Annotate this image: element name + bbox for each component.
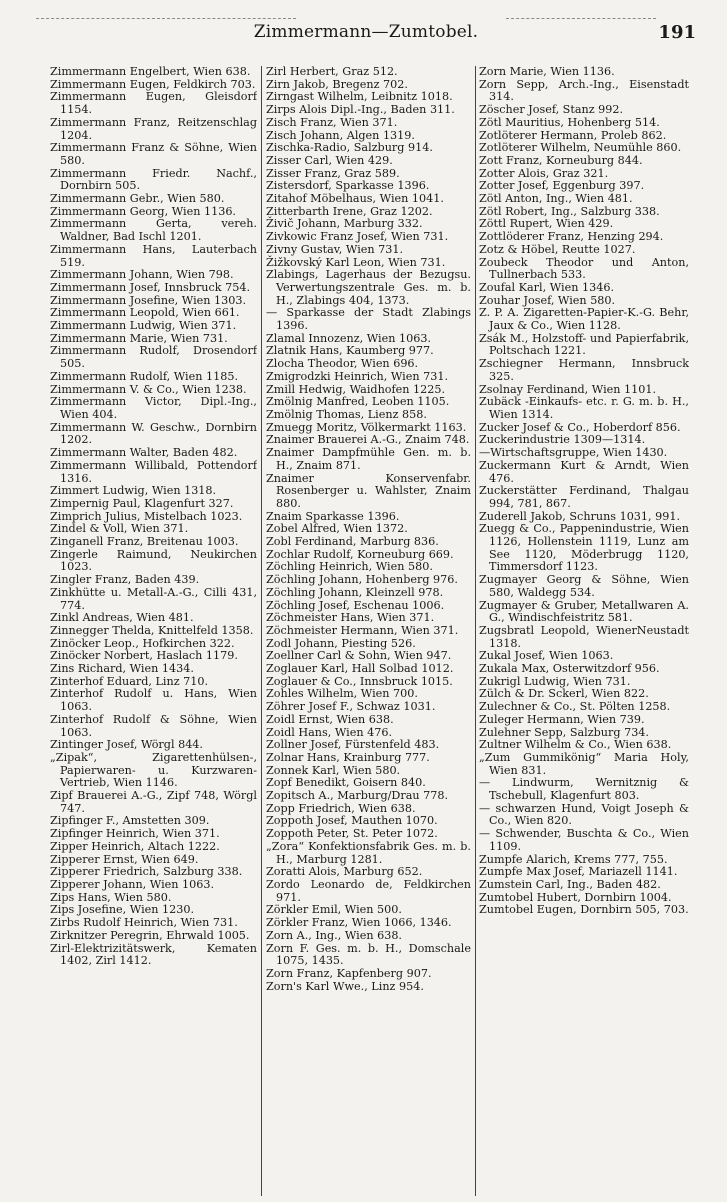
directory-entry: Zsák M., Holzstoff- und Papierfabrik, Poltschach 1221. <box>479 331 689 358</box>
directory-entry: Zimmermann Victor, Dipl.-Ing., Wien 404. <box>50 395 257 421</box>
directory-entry: Zipf Brauerei A.-G., Zipf 748, Wörgl 747. <box>50 789 257 815</box>
directory-entry: Zodl Johann, Piesting 526. <box>266 636 416 650</box>
directory-entry: Zopitsch A., Marburg/Drau 778. <box>266 789 449 803</box>
directory-entry: Zuderell Jakob, Schruns 1031, 991. <box>479 509 681 523</box>
directory-entry: Zivny Gustav, Wien 731. <box>266 242 404 256</box>
directory-entry: Zisch Johann, Algen 1319. <box>266 128 415 142</box>
directory-entry: Zoidl Ernst, Wien 638. <box>266 712 394 726</box>
directory-entry: Zotter Alois, Graz 321. <box>479 166 609 180</box>
directory-entry: Žižkovský Karl Leon, Wien 731. <box>266 255 446 269</box>
directory-entry: Zirl-Elektrizitätswerk, Kematen 1402, Zirl 1412. <box>50 941 257 968</box>
directory-entry: Zirps Alois Dipl.-Ing., Baden 311. <box>266 103 455 117</box>
directory-entry: Zukal Josef, Wien 1063. <box>479 649 614 663</box>
directory-entry: Zimmermann Friedr. Nachf., Dornbirn 505. <box>50 166 257 193</box>
directory-entry: Zulechner & Co., St. Pölten 1258. <box>479 700 671 714</box>
directory-entry: Zuckerstätter Ferdinand, Thalgau 994, 781, 867. <box>479 484 689 510</box>
directory-entry: Zumstein Carl, Ing., Baden 482. <box>479 878 661 891</box>
directory-entry: Zimmermann Josefine, Wien 1303. <box>50 293 247 307</box>
directory-entry: Zorn Sepp, Arch.-Ing., Eisenstadt 314. <box>479 77 689 104</box>
directory-entry: Zuckermann Kurt & Arndt, Wien 476. <box>479 458 689 485</box>
directory-entry: Zumpfe Alarich, Krems 777, 755. <box>479 852 668 866</box>
directory-entry: Zöhrer Josef F., Schwaz 1031. <box>266 700 436 714</box>
directory-entry: Zimmermann Willibald, Pottendorf 1316. <box>50 458 257 485</box>
directory-entry: Zobel Alfred, Wien 1372. <box>266 522 408 536</box>
directory-entry: Zultner Wilhelm & Co., Wien 638. <box>479 738 672 752</box>
directory-entry: Zimmermann Johann, Wien 798. <box>50 268 234 282</box>
directory-entry: Zoufal Karl, Wien 1346. <box>479 280 615 294</box>
directory-entry: Zipfinger F., Amstetten 309. <box>50 814 210 828</box>
directory-entry: Zirknitzer Peregrin, Ehrwald 1005. <box>50 928 250 942</box>
directory-entry: Zmuegg Moritz, Völkermarkt 1163. <box>266 420 467 434</box>
directory-entry: Zotter Josef, Eggenburg 397. <box>479 179 645 193</box>
directory-entry: Zivkowic Franz Josef, Wien 731. <box>266 230 449 244</box>
directory-entry: Zlatnik Hans, Kaumberg 977. <box>266 344 434 358</box>
directory-entry: Zötl Anton, Ing., Wien 481. <box>479 192 633 206</box>
directory-entry: Zinöcker Norbert, Haslach 1179. <box>50 649 238 663</box>
directory-entry: Zoubeck Theodor und Anton, Tullnerbach 533. <box>479 255 689 282</box>
directory-entry: Zöchling Johann, Hohenberg 976. <box>266 573 458 587</box>
directory-entry: Zöchling Josef, Eschenau 1006. <box>266 598 445 612</box>
directory-entry: Zopp Friedrich, Wien 638. <box>266 801 416 815</box>
directory-entry: Zisser Carl, Wien 429. <box>266 153 393 167</box>
directory-entry: Zouhar Josef, Wien 580. <box>479 293 616 307</box>
directory-entry: Zinöcker Leop., Hofkirchen 322. <box>50 636 235 650</box>
directory-entry: Zolnar Hans, Krainburg 777. <box>266 750 430 764</box>
directory-entry: Zimmermann Georg, Wien 1136. <box>50 204 236 218</box>
directory-entry: Zott Franz, Korneuburg 844. <box>479 153 643 167</box>
directory-entry: Zmölnig Thomas, Lienz 858. <box>266 407 427 421</box>
directory-entry: Zugmayer Georg & Söhne, Wien 580, Waldegg 534. <box>479 573 689 599</box>
directory-entry: Zips Josefine, Wien 1230. <box>50 903 195 917</box>
directory-entry: Zoglauer & Co., Innsbruck 1015. <box>266 674 453 688</box>
directory-entry: Zugmayer & Gruber, Metallwaren A. G., Windischfeistritz 581. <box>479 598 689 625</box>
directory-entry: Zukrigl Ludwig, Wien 731. <box>479 674 631 688</box>
directory-entry: Zuegg & Co., Pappenindustrie, Wien 1126, Hollenstein 1119, Lunz am See 1120, Möderbrugg 1120, Timmersdorf 1123. <box>479 522 689 574</box>
directory-entry: Zitahof Möbelhaus, Wien 1041. <box>266 192 444 206</box>
directory-entry: Zinkl Andreas, Wien 481. <box>50 611 194 625</box>
page-number: 191 <box>658 22 696 43</box>
directory-entry: Zorn Franz, Kapfenberg 907. <box>266 966 432 980</box>
directory-entry: Zumpfe Max Josef, Mariazell 1141. <box>479 865 678 879</box>
directory-entry: Zülch & Dr. Sckerl, Wien 822. <box>479 687 649 701</box>
directory-entry: Zochlar Rudolf, Korneuburg 669. <box>266 547 454 561</box>
directory-entry: Zingler Franz, Baden 439. <box>50 573 200 587</box>
directory-entry: Zoglauer Karl, Hall Solbad 1012. <box>266 662 454 676</box>
directory-entry: „Zum Gummikönig“ Maria Holy, Wien 831. <box>479 750 689 777</box>
directory-entry: Zottlöderer Franz, Henzing 294. <box>479 230 664 244</box>
directory-column-2 <box>266 66 471 1196</box>
header-rule-left <box>36 18 296 19</box>
directory-entry: Zimmermann Eugen, Feldkirch 703. <box>50 77 256 91</box>
header-rule-right <box>506 18 656 19</box>
directory-entry: Zohles Wilhelm, Wien 700. <box>266 687 418 701</box>
directory-entry: Zulehner Sepp, Salzburg 734. <box>479 725 649 739</box>
directory-entry: Zipperer Ernst, Wien 649. <box>50 852 199 866</box>
directory-entry: Zötl Robert, Ing., Salzburg 338. <box>479 204 660 218</box>
directory-entry: Zöscher Josef, Stanz 992. <box>479 103 624 117</box>
directory-entry: Zoratti Alois, Marburg 652. <box>266 865 423 879</box>
directory-entry: Zimmermann Franz & Söhne, Wien 580. <box>50 141 257 167</box>
directory-entry: Zordo Leonardo de, Feldkirchen 971. <box>266 878 471 904</box>
directory-entry: Zinganell Franz, Breitenau 1003. <box>50 535 239 549</box>
directory-entry: Zitterbarth Irene, Graz 1202. <box>266 204 433 218</box>
directory-entry: „Zora“ Konfektionsfabrik Ges. m. b. H., Marburg 1281. <box>266 839 471 866</box>
directory-entry: Zöchling Heinrich, Wien 580. <box>266 560 433 574</box>
directory-entry: Znaimer Brauerei A.-G., Znaim 748. <box>266 433 470 447</box>
directory-entry: Zinkhütte u. Metall-A.-G., Cilli 431, 774. <box>50 585 257 612</box>
directory-entry: Zintinger Josef, Wörgl 844. <box>50 738 203 752</box>
directory-entry: Zötl Mauritius, Hohenberg 514. <box>479 115 660 129</box>
directory-entry: Zucker Josef & Co., Hoberdorf 856. <box>479 420 681 434</box>
directory-entry: Zörkler Franz, Wien 1066, 1346. <box>266 916 452 930</box>
directory-entry: Zukala Max, Osterwitzdorf 956. <box>479 662 660 676</box>
page-header <box>36 8 696 42</box>
directory-entry: Zimmermann Gerta, vereh. Waldner, Bad Ischl 1201. <box>50 217 257 244</box>
directory-entry: Zöchling Johann, Kleinzell 978. <box>266 585 444 599</box>
directory-entry: Zlamal Innozenz, Wien 1063. <box>266 331 432 345</box>
directory-entry: Zimmermann W. Geschw., Dornbirn 1202. <box>50 420 257 447</box>
directory-entry: Zopf Benedikt, Goisern 840. <box>266 776 426 790</box>
directory-entry: Zobl Ferdinand, Marburg 836. <box>266 535 439 549</box>
directory-entry: Zorn's Karl Wwe., Linz 954. <box>266 979 424 993</box>
directory-entry: Zlocha Theodor, Wien 696. <box>266 357 419 371</box>
directory-entry: Zlabings, Lagerhaus der Bezugsu. Verwertungszentrale Ges. m. b. H., Zlabings 404, 1373. <box>266 268 471 307</box>
directory-entry: Zipfinger Heinrich, Wien 371. <box>50 827 220 841</box>
directory-entry: Zollner Josef, Fürstenfeld 483. <box>266 738 440 752</box>
directory-entry: Zipperer Friedrich, Salzburg 338. <box>50 865 243 879</box>
directory-entry: „Zipak“, Zigarettenhülsen-, Papierwaren- u. Kurzwaren-Vertrieb, Wien 1146. <box>50 750 257 790</box>
directory-entry: Zmill Hedwig, Waidhofen 1225. <box>266 382 446 396</box>
directory-entry: Zimmermann Marie, Wien 731. <box>50 331 228 345</box>
column-divider <box>261 66 262 1196</box>
directory-entry: Zirngast Wilhelm, Leibnitz 1018. <box>266 90 453 104</box>
directory-entry: Zoidl Hans, Wien 476. <box>266 725 393 739</box>
directory-entry: Znaimer Konservenfabr. Rosenberger u. Wahlster, Znaim 880. <box>266 471 471 510</box>
directory-entry: Zinterhof Eduard, Linz 710. <box>50 674 209 688</box>
directory-entry: Zirn Jakob, Bregenz 702. <box>266 77 408 91</box>
directory-column-1 <box>50 66 257 1196</box>
directory-entry: Zotlöterer Wilhelm, Neumühle 860. <box>479 141 682 155</box>
directory-entry: Zischka-Radio, Salzburg 914. <box>266 141 433 155</box>
directory-entry: Zoellner Carl & Sohn, Wien 947. <box>266 649 452 663</box>
directory-entry: Zimpernig Paul, Klagenfurt 327. <box>50 496 234 510</box>
directory-entry: Zins Richard, Wien 1434. <box>50 662 194 676</box>
directory-entry: Zimmermann Hans, Lauterbach 519. <box>50 242 257 269</box>
directory-entry: Zimmermann Franz, Reitzenschlag 1204. <box>50 115 257 142</box>
directory-entry: Zsolnay Ferdinand, Wien 1101. <box>479 382 657 396</box>
directory-entry: Zimmermann Eugen, Gleisdorf 1154. <box>50 90 257 117</box>
directory-entry: Zimmermann Engelbert, Wien 638. <box>50 66 251 78</box>
directory-entry: Zuleger Hermann, Wien 739. <box>479 712 645 726</box>
directory-entry: Živič Johann, Marburg 332. <box>266 217 423 231</box>
directory-entry: Zinnegger Thelda, Knittelfeld 1358. <box>50 623 254 637</box>
directory-entry: Zisch Franz, Wien 371. <box>266 115 398 129</box>
directory-entry: Zotlöterer Hermann, Proleb 862. <box>479 128 667 142</box>
directory-entry: Zöttl Rupert, Wien 429. <box>479 217 614 231</box>
directory-entry: — Lindwurm, Wernitznig & Tschebull, Klagenfurt 803. <box>479 776 689 803</box>
directory-entry: Zipperer Johann, Wien 1063. <box>50 878 215 891</box>
directory-entry: Zöchmeister Hans, Wien 371. <box>266 611 435 625</box>
directory-entry: Zugsbratl Leopold, WienerNeustadt 1318. <box>479 623 689 650</box>
directory-entry: Zörkler Emil, Wien 500. <box>266 903 402 917</box>
directory-entry: Zorn A., Ing., Wien 638. <box>266 928 402 942</box>
directory-entry: Zmölnig Manfred, Leoben 1105. <box>266 395 450 409</box>
directory-entry: — schwarzen Hund, Voigt Joseph & Co., Wien 820. <box>479 801 689 828</box>
directory-entry: —Wirtschaftsgruppe, Wien 1430. <box>479 446 668 460</box>
directory-entry: Zindel & Voll, Wien 371. <box>50 522 189 536</box>
directory-entry: Znaim Sparkasse 1396. <box>266 509 400 523</box>
directory-entry: Zips Hans, Wien 580. <box>50 890 172 904</box>
directory-entry: Zimmermann Leopold, Wien 661. <box>50 306 240 320</box>
directory-entry: Zumtobel Hubert, Dornbirn 1004. <box>479 890 672 904</box>
directory-entry: — Sparkasse der Stadt Zlabings 1396. <box>266 306 471 333</box>
directory-entry: Zimmermann Rudolf, Wien 1185. <box>50 369 239 383</box>
directory-entry: Zubäck -Einkaufs- etc. r. G. m. b. H., Wien 1314. <box>479 395 689 421</box>
directory-entry: Zorn F. Ges. m. b. H., Domschale 1075, 1435. <box>266 941 471 968</box>
directory-entry: Zistersdorf, Sparkasse 1396. <box>266 179 430 193</box>
directory-entry: Zotz & Höbel, Reutte 1027. <box>479 242 636 256</box>
directory-entry: Zimmert Ludwig, Wien 1318. <box>50 484 217 498</box>
directory-entry: Zoppoth Josef, Mauthen 1070. <box>266 814 438 828</box>
directory-entry: Zimmermann Walter, Baden 482. <box>50 446 238 460</box>
directory-entry: Zimmermann V. & Co., Wien 1238. <box>50 382 247 396</box>
directory-entry: Zisser Franz, Graz 589. <box>266 166 400 180</box>
directory-entry: Zonnek Karl, Wien 580. <box>266 763 401 777</box>
directory-entry: Zumtobel Eugen, Dornbirn 505, 703. <box>479 903 689 917</box>
page-title: Zimmermann—Zumtobel. <box>253 22 479 42</box>
directory-entry: Zimmermann Josef, Innsbruck 754. <box>50 280 251 294</box>
directory-entry: Zoppoth Peter, St. Peter 1072. <box>266 827 438 841</box>
column-divider <box>475 66 476 1196</box>
directory-column-3 <box>479 66 689 1196</box>
directory-entry: Zinterhof Rudolf & Söhne, Wien 1063. <box>50 712 257 739</box>
directory-entry: Zschiegner Hermann, Innsbruck 325. <box>479 357 689 383</box>
directory-entry: Zirl Herbert, Graz 512. <box>266 66 398 78</box>
directory-entry: Zimmermann Ludwig, Wien 371. <box>50 319 237 333</box>
directory-entry: Znaimer Dampfmühle Gen. m. b. H., Znaim 871. <box>266 446 471 472</box>
directory-entry: Zimmermann Gebr., Wien 580. <box>50 192 225 206</box>
directory-entry: Zöchmeister Hermann, Wien 371. <box>266 623 459 637</box>
directory-entry: Zinterhof Rudolf u. Hans, Wien 1063. <box>50 687 257 714</box>
directory-entry: Zuckerindustrie 1309—1314. <box>479 433 646 447</box>
directory-entry: Zingerle Raimund, Neukirchen 1023. <box>50 547 257 574</box>
directory-entry: — Schwender, Buschta & Co., Wien 1109. <box>479 827 689 853</box>
directory-entry: Zorn Marie, Wien 1136. <box>479 66 615 78</box>
directory-entry: Z. P. A. Zigaretten-Papier-K.-G. Behr, Jaux & Co., Wien 1128. <box>479 306 689 333</box>
directory-entry: Zmigrodzki Heinrich, Wien 731. <box>266 369 449 383</box>
directory-entry: Zimmermann Rudolf, Drosendorf 505. <box>50 344 257 371</box>
directory-entry: Zimprich Julius, Mistelbach 1023. <box>50 509 243 523</box>
directory-entry: Zirbs Rudolf Heinrich, Wien 731. <box>50 916 238 930</box>
directory-entry: Zipper Heinrich, Altach 1222. <box>50 839 220 853</box>
